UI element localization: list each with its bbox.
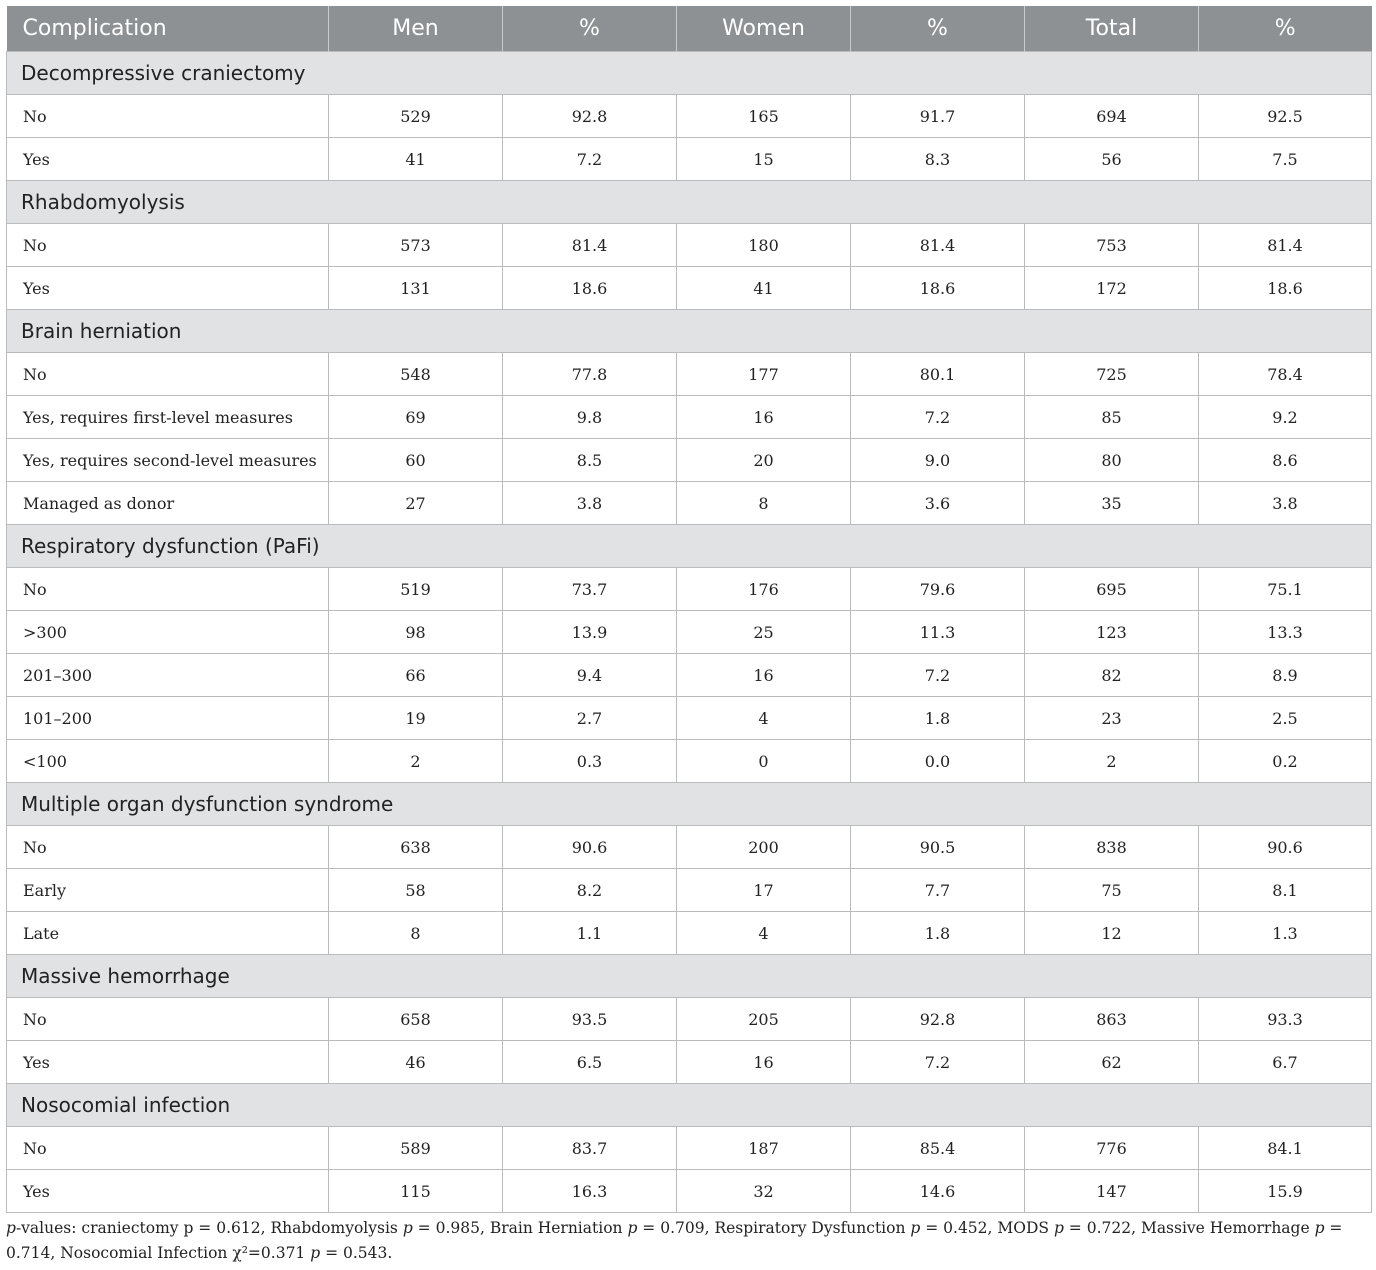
table-cell: 69 — [329, 396, 503, 439]
section-title: Decompressive craniectomy — [7, 52, 1372, 95]
row-label: No — [7, 224, 329, 267]
table-row — [7, 396, 1372, 439]
row-label: >300 — [7, 611, 329, 654]
table-cell: 519 — [329, 568, 503, 611]
footnote-segment: = 0.452, MODS — [920, 1219, 1054, 1237]
complications-table-container — [6, 6, 1371, 1213]
header-men: Men — [329, 6, 503, 52]
table-row — [7, 869, 1372, 912]
table-cell: 8.9 — [1199, 654, 1372, 697]
row-label: No — [7, 568, 329, 611]
section-header-row — [7, 181, 1372, 224]
table-row — [7, 1170, 1372, 1213]
row-label: No — [7, 353, 329, 396]
table-row — [7, 826, 1372, 869]
section-header-row — [7, 310, 1372, 353]
table-cell: 80.1 — [851, 353, 1025, 396]
table-row — [7, 353, 1372, 396]
footnote-segment: = 0.722, Massive Hemorrhage — [1063, 1219, 1315, 1237]
table-cell: 78.4 — [1199, 353, 1372, 396]
table-cell: 15.9 — [1199, 1170, 1372, 1213]
table-cell: 8.6 — [1199, 439, 1372, 482]
table-cell: 81.4 — [851, 224, 1025, 267]
row-label: Yes, requires second-level measures — [7, 439, 329, 482]
table-cell: 4 — [677, 697, 851, 740]
table-cell: 41 — [329, 138, 503, 181]
table-cell: 46 — [329, 1041, 503, 1084]
table-cell: 18.6 — [1199, 267, 1372, 310]
table-cell: 18.6 — [503, 267, 677, 310]
table-cell: 8.1 — [1199, 869, 1372, 912]
table-cell: 131 — [329, 267, 503, 310]
table-row — [7, 654, 1372, 697]
table-cell: 1.8 — [851, 912, 1025, 955]
table-cell: 863 — [1025, 998, 1199, 1041]
table-cell: 81.4 — [503, 224, 677, 267]
header-women-percent: % — [851, 6, 1025, 52]
table-cell: 9.2 — [1199, 396, 1372, 439]
table-cell: 2 — [1025, 740, 1199, 783]
table-row — [7, 998, 1372, 1041]
table-cell: 8.2 — [503, 869, 677, 912]
row-label: 101–200 — [7, 697, 329, 740]
table-cell: 66 — [329, 654, 503, 697]
row-label: No — [7, 95, 329, 138]
table-cell: 11.3 — [851, 611, 1025, 654]
table-cell: 2.7 — [503, 697, 677, 740]
footnote-segment: p — [627, 1219, 638, 1237]
table-cell: 92.5 — [1199, 95, 1372, 138]
table-cell: 9.0 — [851, 439, 1025, 482]
section-header-row — [7, 955, 1372, 998]
table-cell: 13.9 — [503, 611, 677, 654]
table-cell: 7.7 — [851, 869, 1025, 912]
table-cell: 90.6 — [503, 826, 677, 869]
table-cell: 15 — [677, 138, 851, 181]
table-cell: 90.6 — [1199, 826, 1372, 869]
table-cell: 9.8 — [503, 396, 677, 439]
table-cell: 23 — [1025, 697, 1199, 740]
row-label: No — [7, 1127, 329, 1170]
row-label: Yes — [7, 138, 329, 181]
table-cell: 0.2 — [1199, 740, 1372, 783]
table-cell: 1.3 — [1199, 912, 1372, 955]
table-cell: 93.5 — [503, 998, 677, 1041]
row-label: <100 — [7, 740, 329, 783]
table-cell: 75 — [1025, 869, 1199, 912]
table-cell: 60 — [329, 439, 503, 482]
table-row — [7, 482, 1372, 525]
section-header-row — [7, 525, 1372, 568]
table-cell: 19 — [329, 697, 503, 740]
table-cell: 9.4 — [503, 654, 677, 697]
table-cell: 6.5 — [503, 1041, 677, 1084]
row-label: Managed as donor — [7, 482, 329, 525]
table-cell: 93.3 — [1199, 998, 1372, 1041]
table-cell: 694 — [1025, 95, 1199, 138]
table-cell: 776 — [1025, 1127, 1199, 1170]
table-cell: 1.8 — [851, 697, 1025, 740]
table-cell: 187 — [677, 1127, 851, 1170]
table-cell: 98 — [329, 611, 503, 654]
table-cell: 27 — [329, 482, 503, 525]
section-title: Respiratory dysfunction (PaFi) — [7, 525, 1372, 568]
table-cell: 3.6 — [851, 482, 1025, 525]
table-cell: 180 — [677, 224, 851, 267]
table-cell: 92.8 — [503, 95, 677, 138]
header-men-percent: % — [503, 6, 677, 52]
header-women: Women — [677, 6, 851, 52]
row-label: Yes — [7, 1170, 329, 1213]
table-cell: 147 — [1025, 1170, 1199, 1213]
table-cell: 73.7 — [503, 568, 677, 611]
table-cell: 695 — [1025, 568, 1199, 611]
table-row — [7, 1041, 1372, 1084]
table-cell: 172 — [1025, 267, 1199, 310]
footnote-segment: p — [402, 1219, 413, 1237]
section-title: Rhabdomyolysis — [7, 181, 1372, 224]
table-row — [7, 697, 1372, 740]
table-row — [7, 224, 1372, 267]
table-cell: 85.4 — [851, 1127, 1025, 1170]
table-cell: 6.7 — [1199, 1041, 1372, 1084]
table-cell: 18.6 — [851, 267, 1025, 310]
table-cell: 1.1 — [503, 912, 677, 955]
table-cell: 16 — [677, 1041, 851, 1084]
table-cell: 123 — [1025, 611, 1199, 654]
table-cell: 638 — [329, 826, 503, 869]
table-row — [7, 912, 1372, 955]
table-cell: 7.5 — [1199, 138, 1372, 181]
table-cell: 838 — [1025, 826, 1199, 869]
header-total-percent: % — [1199, 6, 1372, 52]
table-cell: 83.7 — [503, 1127, 677, 1170]
row-label: Late — [7, 912, 329, 955]
header-row — [7, 6, 1372, 52]
table-cell: 13.3 — [1199, 611, 1372, 654]
row-label: 201–300 — [7, 654, 329, 697]
row-label: Yes — [7, 1041, 329, 1084]
table-body — [7, 52, 1372, 1213]
table-cell: 91.7 — [851, 95, 1025, 138]
footnote-p-label: p — [6, 1219, 16, 1237]
table-cell: 205 — [677, 998, 851, 1041]
table-cell: 17 — [677, 869, 851, 912]
table-cell: 115 — [329, 1170, 503, 1213]
table-cell: 80 — [1025, 439, 1199, 482]
table-cell: 7.2 — [503, 138, 677, 181]
table-footnote — [6, 1216, 1372, 1266]
table-cell: 3.8 — [503, 482, 677, 525]
section-header-row — [7, 1084, 1372, 1127]
table-row — [7, 1127, 1372, 1170]
footnote-segment: = 0.709, Respiratory Dysfunction — [637, 1219, 911, 1237]
table-cell: 7.2 — [851, 396, 1025, 439]
table-cell: 548 — [329, 353, 503, 396]
table-cell: 7.2 — [851, 1041, 1025, 1084]
table-cell: 58 — [329, 869, 503, 912]
table-cell: 0.0 — [851, 740, 1025, 783]
header-total: Total — [1025, 6, 1199, 52]
table-cell: 8.3 — [851, 138, 1025, 181]
table-cell: 8 — [329, 912, 503, 955]
table-row — [7, 611, 1372, 654]
table-cell: 12 — [1025, 912, 1199, 955]
table-cell: 573 — [329, 224, 503, 267]
header-complication: Complication — [7, 6, 329, 52]
footnote-segment: -values: craniectomy p = 0.612, Rhabdomyolysis — [15, 1219, 403, 1237]
table-cell: 92.8 — [851, 998, 1025, 1041]
footnote-segment: p — [1053, 1219, 1064, 1237]
table-cell: 2.5 — [1199, 697, 1372, 740]
section-title: Nosocomial infection — [7, 1084, 1372, 1127]
table-cell: 658 — [329, 998, 503, 1041]
section-header-row — [7, 783, 1372, 826]
table-cell: 14.6 — [851, 1170, 1025, 1213]
table-cell: 77.8 — [503, 353, 677, 396]
table-cell: 85 — [1025, 396, 1199, 439]
footnote-text — [6, 1219, 1342, 1262]
row-label: Yes, requires first-level measures — [7, 396, 329, 439]
table-cell: 25 — [677, 611, 851, 654]
table-cell: 16 — [677, 396, 851, 439]
table-cell: 3.8 — [1199, 482, 1372, 525]
table-cell: 16.3 — [503, 1170, 677, 1213]
complications-table — [6, 6, 1372, 1213]
footnote-segment: p — [1314, 1219, 1325, 1237]
table-cell: 165 — [677, 95, 851, 138]
table-cell: 725 — [1025, 353, 1199, 396]
table-cell: 32 — [677, 1170, 851, 1213]
table-row — [7, 267, 1372, 310]
row-label: No — [7, 998, 329, 1041]
footnote-segment: = 0.985, Brain Herniation — [412, 1219, 628, 1237]
footnote-segment: = 0.543. — [320, 1244, 393, 1262]
section-header-row — [7, 52, 1372, 95]
table-row — [7, 568, 1372, 611]
row-label: Early — [7, 869, 329, 912]
table-row — [7, 740, 1372, 783]
table-cell: 8 — [677, 482, 851, 525]
table-cell: 8.5 — [503, 439, 677, 482]
table-cell: 79.6 — [851, 568, 1025, 611]
footnote-segment: = 0.714, Nosocomial Infection χ²=0.371 — [6, 1219, 1343, 1262]
table-cell: 56 — [1025, 138, 1199, 181]
table-cell: 81.4 — [1199, 224, 1372, 267]
table-cell: 177 — [677, 353, 851, 396]
table-cell: 4 — [677, 912, 851, 955]
footnote-segment: p — [910, 1219, 921, 1237]
section-title: Massive hemorrhage — [7, 955, 1372, 998]
table-cell: 84.1 — [1199, 1127, 1372, 1170]
table-row — [7, 439, 1372, 482]
table-cell: 62 — [1025, 1041, 1199, 1084]
table-cell: 589 — [329, 1127, 503, 1170]
table-cell: 75.1 — [1199, 568, 1372, 611]
table-cell: 0 — [677, 740, 851, 783]
row-label: Yes — [7, 267, 329, 310]
section-title: Brain herniation — [7, 310, 1372, 353]
table-row — [7, 95, 1372, 138]
table-cell: 82 — [1025, 654, 1199, 697]
table-cell: 20 — [677, 439, 851, 482]
table-cell: 16 — [677, 654, 851, 697]
table-cell: 0.3 — [503, 740, 677, 783]
table-cell: 35 — [1025, 482, 1199, 525]
table-cell: 529 — [329, 95, 503, 138]
table-cell: 7.2 — [851, 654, 1025, 697]
table-cell: 41 — [677, 267, 851, 310]
footnote-segment: p — [310, 1244, 321, 1262]
table-cell: 90.5 — [851, 826, 1025, 869]
section-title: Multiple organ dysfunction syndrome — [7, 783, 1372, 826]
table-cell: 176 — [677, 568, 851, 611]
table-cell: 753 — [1025, 224, 1199, 267]
table-cell: 200 — [677, 826, 851, 869]
row-label: No — [7, 826, 329, 869]
table-row — [7, 138, 1372, 181]
table-cell: 2 — [329, 740, 503, 783]
